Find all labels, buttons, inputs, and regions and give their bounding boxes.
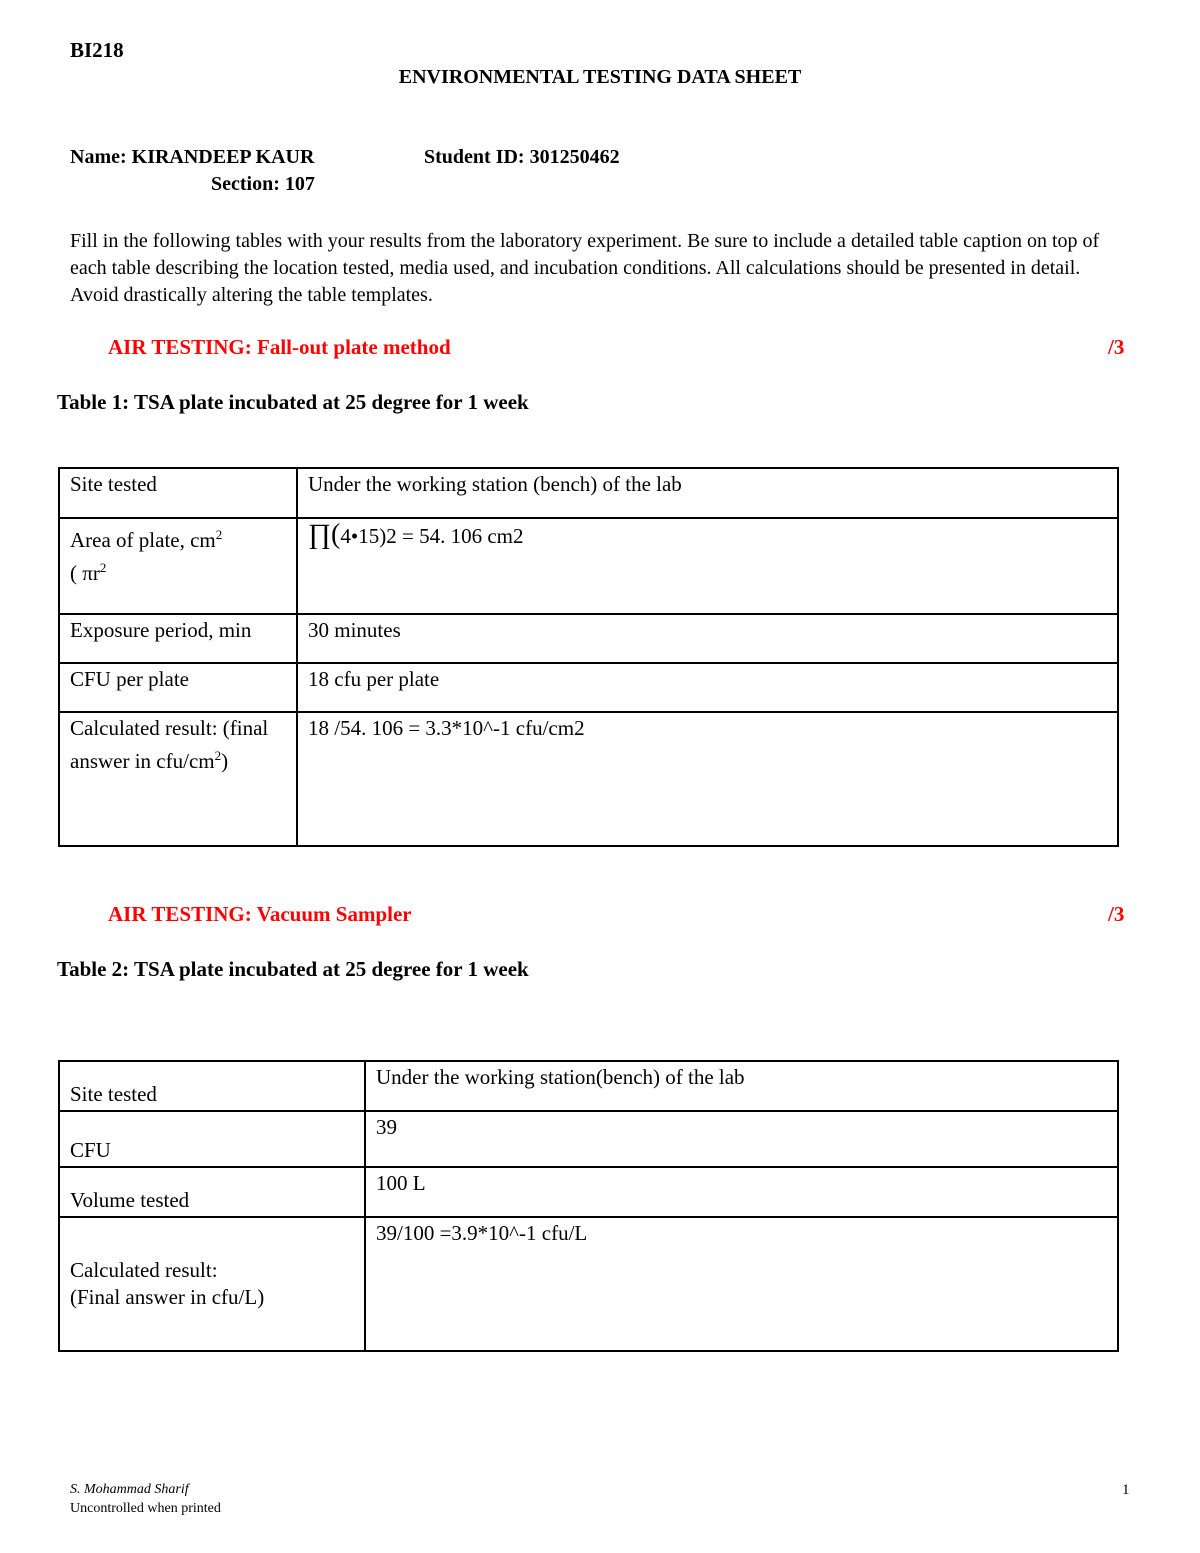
table2-result-label-line2: (Final answer in cfu/L) [70, 1285, 265, 1309]
table1-row-result [59, 712, 1118, 846]
section1-heading: AIR TESTING: Fall-out plate method [108, 335, 451, 359]
table2-result-value: 39/100 =3.9*10^-1 cfu/L [365, 1217, 1118, 1351]
footer-author: S. Mohammad Sharif [70, 1482, 189, 1497]
page-number: 1 [1122, 1482, 1130, 1498]
table2-cfu-value: 39 [365, 1111, 1118, 1167]
table1-result-value: 18 /54. 106 = 3.3*10^-1 cfu/cm2 [297, 712, 1118, 846]
table2-row-result [59, 1217, 1118, 1351]
student-id: Student ID: 301250462 [424, 146, 620, 168]
table2-row-cfu [59, 1111, 1118, 1167]
table1-exposure-label: Exposure period, min [59, 614, 297, 663]
table2-caption: Table 2: TSA plate incubated at 25 degree for 1 week [57, 957, 529, 981]
table1-result-label [59, 712, 297, 846]
footer-note: Uncontrolled when printed [70, 1501, 221, 1516]
table1-area-label-formula-sup: 2 [99, 560, 107, 575]
table2-volume-value: 100 L [365, 1167, 1118, 1217]
table1-result-label-text: Calculated result: (final answer in cfu/cm [70, 716, 269, 773]
table2-site-value: Under the working station(bench) of the lab [365, 1061, 1118, 1111]
table1 [58, 467, 1119, 847]
student-name: Name: KIRANDEEP KAUR [70, 146, 315, 168]
section2-points: /3 [1108, 902, 1125, 926]
table1-cfu-label: CFU per plate [59, 663, 297, 712]
instructions-paragraph: Fill in the following tables with your results from the laboratory experiment. Be sure to include a detailed table caption on top of each table describing the location tested, media used, and incubation conditions. All calculations should be presented in detail. Avoid drastically altering the table templates. [70, 230, 1100, 306]
table1-area-value [297, 518, 1118, 614]
table1-row-cfu [59, 663, 1118, 712]
table2-volume-label: Volume tested [59, 1167, 365, 1217]
table1-area-label-sup: 2 [215, 527, 223, 542]
table2-site-label: Site tested [59, 1061, 365, 1111]
table2 [58, 1060, 1119, 1352]
student-section: Section: 107 [211, 173, 315, 195]
product-symbol: ∏( [308, 519, 341, 550]
section1-points: /3 [1108, 335, 1125, 359]
table1-site-value: Under the working station (bench) of the lab [297, 468, 1118, 518]
table1-row-site [59, 468, 1118, 518]
table2-result-label [59, 1217, 365, 1351]
table1-result-label-end: ) [221, 749, 229, 773]
table1-area-label [59, 518, 297, 614]
table1-cfu-value: 18 cfu per plate [297, 663, 1118, 712]
table1-result-label-sup: 2 [214, 748, 222, 763]
table1-row-exposure [59, 614, 1118, 663]
table1-row-area [59, 518, 1118, 614]
table1-site-label: Site tested [59, 468, 297, 518]
table1-area-value-text: 4•15)2 = 54. 106 cm2 [340, 524, 524, 548]
document-title: ENVIRONMENTAL TESTING DATA SHEET [398, 66, 802, 88]
table1-caption: Table 1: TSA plate incubated at 25 degree for 1 week [57, 390, 529, 414]
table1-area-label-formula: ( πr [70, 561, 100, 585]
table2-row-site [59, 1061, 1118, 1111]
table2-cfu-label: CFU [59, 1111, 365, 1167]
section2-heading: AIR TESTING: Vacuum Sampler [108, 902, 412, 926]
table2-result-label-line1: Calculated result: [70, 1258, 218, 1282]
table2-row-volume [59, 1167, 1118, 1217]
table1-exposure-value: 30 minutes [297, 614, 1118, 663]
course-code: BI218 [70, 38, 124, 62]
table1-area-label-text: Area of plate, cm [70, 528, 216, 552]
